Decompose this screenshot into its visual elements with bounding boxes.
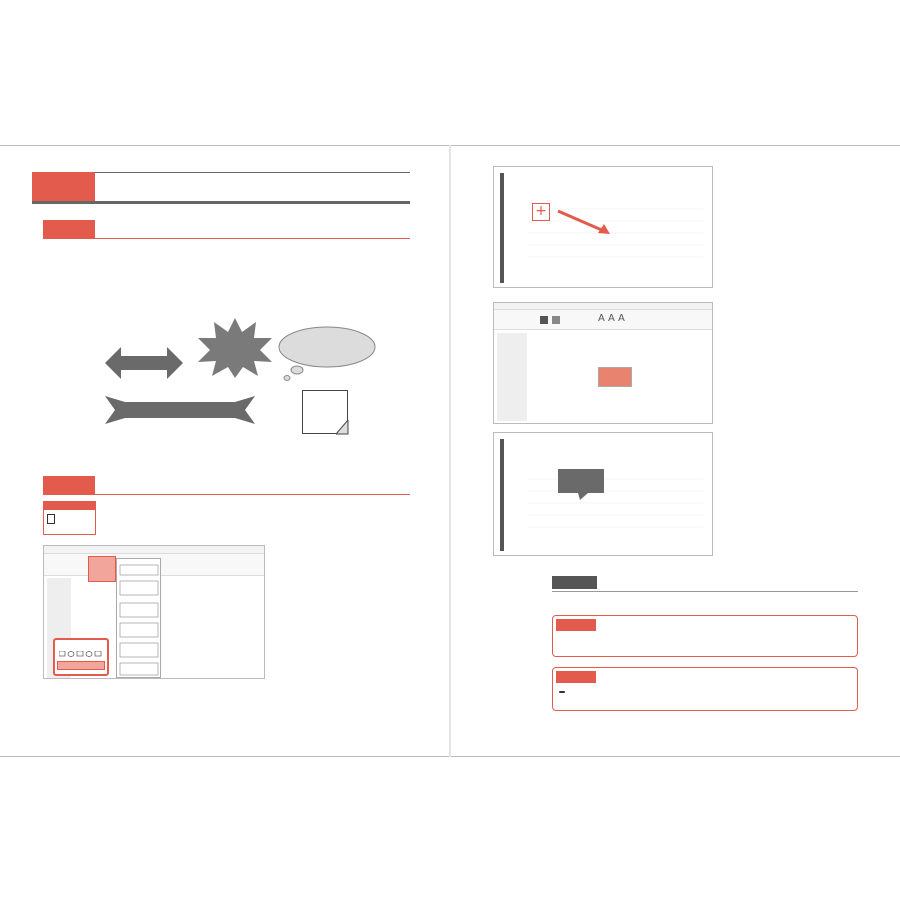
created-callout-shape[interactable] <box>598 367 632 387</box>
burst-shape <box>198 318 272 378</box>
point-box-delete <box>552 667 858 711</box>
step-top-rule <box>95 172 410 173</box>
line-chart <box>518 469 708 545</box>
callout-rectangle-item[interactable] <box>57 661 105 670</box>
section1-rule <box>43 238 410 239</box>
shapes-gallery <box>116 558 161 678</box>
delete-key-icon <box>559 691 565 693</box>
gallery-icons <box>117 559 162 679</box>
open-file-badge <box>43 501 96 535</box>
ribbon <box>494 310 713 330</box>
drag-shape-screenshot <box>493 166 713 288</box>
insert-shape-screenshot <box>43 545 265 679</box>
point-box-format-tab <box>552 615 858 657</box>
point-body <box>559 687 853 697</box>
step-badge <box>32 172 95 202</box>
cloud-shape <box>275 322 377 382</box>
wordart-icon[interactable]: A A A <box>598 313 625 324</box>
callout-shape[interactable] <box>558 469 604 501</box>
thumbnail-pane <box>497 333 527 421</box>
double-arrow-shape <box>105 345 183 381</box>
shape-style-swatch[interactable] <box>552 316 560 324</box>
shape-created-screenshot <box>493 302 713 424</box>
drag-arrow-icon <box>554 207 614 237</box>
mini-line-chart <box>164 601 260 661</box>
point-tag <box>556 619 596 631</box>
powerpoint-icon <box>47 514 55 524</box>
section2-rule <box>43 494 410 495</box>
memo-fold <box>336 420 350 436</box>
slide-edge <box>500 173 504 283</box>
page-gutter <box>449 145 451 757</box>
callout-shape-icons <box>59 651 105 659</box>
callout-menu-highlight <box>53 638 109 676</box>
shape-style-swatch[interactable] <box>540 316 548 324</box>
section2-number <box>43 476 95 494</box>
window-titlebar <box>44 546 265 554</box>
point-tag <box>556 671 596 683</box>
stepup-rule <box>552 591 858 592</box>
step-rule <box>32 201 410 204</box>
line-chart <box>564 367 704 417</box>
stepup-tag <box>552 576 597 589</box>
deselected-screenshot <box>493 432 713 556</box>
window-titlebar <box>494 303 713 310</box>
crosshair-pointer-icon: + <box>532 203 550 221</box>
slide-edge <box>500 439 504 551</box>
shape-button[interactable] <box>88 556 116 582</box>
ribbon-shape <box>105 392 255 428</box>
section1-number <box>43 220 95 238</box>
point-body-line <box>559 687 853 697</box>
open-badge-head <box>44 502 95 510</box>
